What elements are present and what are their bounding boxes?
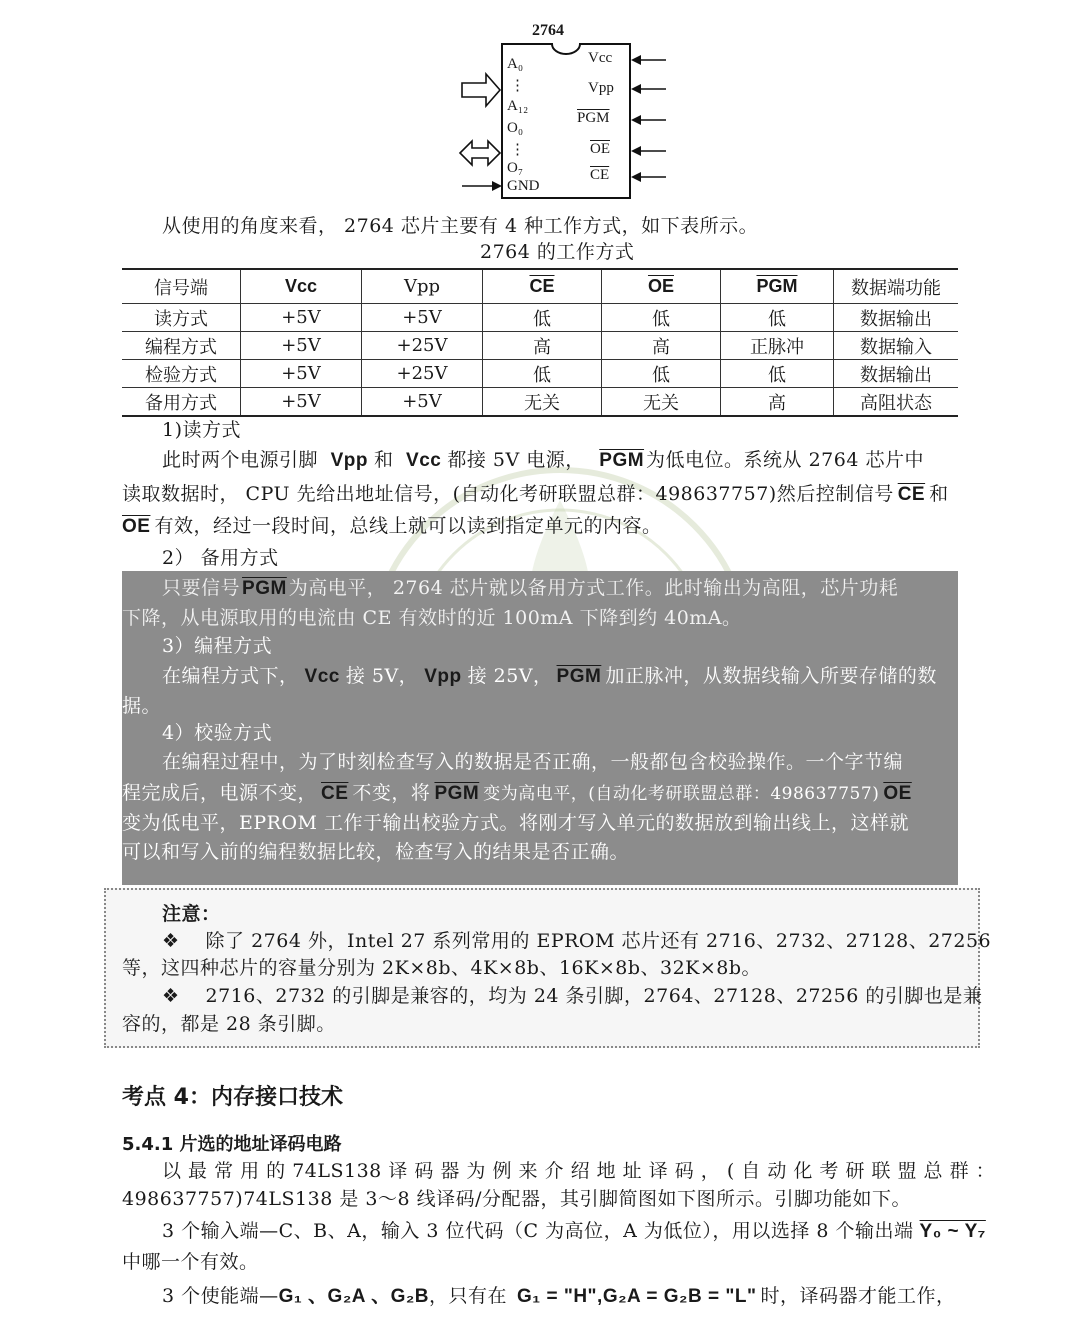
- heading-541: 5.4.1 片选的地址译码电路: [122, 1134, 342, 1155]
- table-header-cell: Vcc: [241, 269, 362, 304]
- table-header-cell: $\overline{PGM}$: [721, 269, 834, 304]
- body541-line-2: 498637757)74LS138 是 3～8 线译码/分配器，其引脚简图如下图所示。引脚功能如下。: [122, 1188, 911, 1210]
- text-run: 此时两个电源引脚: [162, 449, 319, 471]
- vpp-symbol: Vpp: [424, 666, 462, 687]
- note-bullet-1-line-1: [162, 927, 991, 955]
- pin-a12: A₁₂: [507, 98, 529, 114]
- text-run: 程完成后，电源不变，: [122, 782, 318, 804]
- table-cell: 无关: [602, 388, 721, 417]
- table-header-cell: $\overline{CE}$: [483, 269, 602, 304]
- table-cell: 检验方式: [122, 360, 241, 388]
- pin-o7: O₇: [507, 160, 524, 176]
- table-cell: 编程方式: [122, 332, 241, 360]
- table-cell: 高: [721, 388, 834, 417]
- pin-pgm: $\overline{PGM}$: [577, 110, 610, 126]
- text-run: 都接 5V 电源，: [447, 449, 585, 471]
- pin-o0: O₀: [507, 120, 524, 136]
- text-run: 变为高电平，(自动化考研联盟总群：498637757): [483, 784, 880, 804]
- body541-line-1: 以 最 常 用 的 74LS138 译 码 器 为 例 来 介 绍 地 址 译 码 ， ( 自 动 化 考 研 联 盟 总 群 ：: [162, 1160, 996, 1182]
- table-cell: 高: [483, 332, 602, 360]
- section-3-title: 3）编程方式: [162, 635, 273, 657]
- chip-diagram-graphic: [440, 20, 690, 205]
- bullet-icon: ❖: [162, 985, 180, 1007]
- enable-pins-symbol: G₁ 、G₂A 、G₂B: [278, 1286, 430, 1307]
- intro-line: 从使用的角度来看， 2764 芯片主要有 4 种工作方式，如下表所示。: [162, 215, 759, 237]
- ce-symbol: $\overline{CE}$: [321, 783, 349, 804]
- section-3-line-1: [162, 662, 937, 691]
- table-row: [122, 304, 958, 332]
- section-2-line-2: 下降，从电源取用的电流由 CE 有效时的近 100mA 下降到约 40mA。: [122, 607, 742, 629]
- section-2-title: 2） 备用方式: [162, 547, 279, 569]
- table-cell: 数据输出: [834, 360, 959, 388]
- work-mode-table: [122, 268, 958, 417]
- table-cell: +5V: [362, 388, 483, 417]
- section-4-line-3: 变为低电平，EPROM 工作于输出校验方式。将刚才写入单元的数据放到输出线上，这样就: [122, 812, 910, 834]
- chip-name: 2764: [532, 22, 564, 39]
- text-run: 加正脉冲，从数据线输入所要存储的数: [605, 665, 937, 687]
- vpp-symbol: Vpp: [330, 450, 368, 471]
- body541-line-3: [162, 1217, 986, 1246]
- pin-gnd: GND: [507, 178, 540, 194]
- table-cell: 无关: [483, 388, 602, 417]
- bullet-icon: ❖: [162, 930, 180, 952]
- note-bullet-1-line-2: 等，这四种芯片的容量分别为 2K×8b、4K×8b、16K×8b、32K×8b。: [122, 957, 762, 979]
- table-cell: +5V: [241, 332, 362, 360]
- note-title: 注意：: [162, 903, 221, 925]
- pgm-symbol: $\overline{PGM}$: [556, 666, 602, 687]
- oe-symbol: $\overline{OE}$: [883, 783, 912, 804]
- table-header-row: [122, 269, 958, 304]
- text-run: 时，译码器才能工作，: [760, 1285, 956, 1307]
- table-cell: +25V: [362, 332, 483, 360]
- table-cell: 正脉冲: [721, 332, 834, 360]
- text-run: 有效，经过一段时间，总线上就可以读到指定单元的内容。: [154, 515, 662, 537]
- pgm-symbol: $\overline{PGM}$: [242, 578, 287, 599]
- body541-line-4: 中哪一个有效。: [122, 1251, 259, 1273]
- pin-a0: A₀: [507, 56, 524, 72]
- vcc-symbol: Vcc: [304, 666, 340, 687]
- table-header-cell: 信号端: [122, 269, 241, 304]
- table-row: [122, 388, 958, 417]
- table-cell: +5V: [241, 388, 362, 417]
- section-1-line-3: [122, 512, 661, 541]
- section-4-line-4: 可以和写入前的编程数据比较，检查写入的结果是否正确。: [122, 841, 630, 863]
- table-cell: 读方式: [122, 304, 241, 332]
- text-run: 接 5V，: [345, 665, 419, 687]
- table-cell: +25V: [362, 360, 483, 388]
- text-run: ，只有在: [429, 1285, 508, 1307]
- table-cell: 低: [602, 360, 721, 388]
- pin-vcc: Vcc: [588, 50, 613, 66]
- vcc-symbol: Vcc: [406, 450, 442, 471]
- table-cell: 高: [602, 332, 721, 360]
- table-cell: 数据输出: [834, 304, 959, 332]
- section-3-line-2: 据。: [122, 695, 162, 717]
- text-run: 接 25V，: [467, 665, 553, 687]
- table-caption: 2764 的工作方式: [480, 241, 635, 263]
- text-run: 2716、2732 的引脚是兼容的，均为 24 条引脚，2764、27128、27256 的引脚也是兼: [205, 985, 983, 1007]
- body541-line-5: [162, 1282, 955, 1311]
- text-run: 只要信号: [162, 577, 241, 599]
- text-run: 为高电平， 2764 芯片就以备用方式工作。此时输出为高阻，芯片功耗: [288, 577, 899, 599]
- pgm-symbol: $\overline{PGM}$: [599, 450, 645, 471]
- table-header-cell: Vpp: [362, 269, 483, 304]
- table-cell: 低: [483, 360, 602, 388]
- table-cell: 备用方式: [122, 388, 241, 417]
- text-run: 在编程方式下，: [162, 665, 299, 687]
- table-row: [122, 360, 958, 388]
- table-header-cell: $\overline{OE}$: [602, 269, 721, 304]
- text-run: 除了 2764 外，Intel 27 系列常用的 EPROM 芯片还有 2716、2732、27128、27256: [205, 930, 992, 952]
- section-4-line-1: 在编程过程中，为了时刻检查写入的数据是否正确，一般都包含校验操作。一个字节编: [162, 751, 904, 773]
- enable-condition-symbol: G₁ = "H",G₂A = G₂B = "L": [517, 1286, 757, 1307]
- pgm-symbol: $\overline{PGM}$: [434, 783, 480, 804]
- table-header-cell: 数据端功能: [834, 269, 959, 304]
- table-cell: 数据输入: [834, 332, 959, 360]
- pin-dots-1: ⋮: [510, 78, 525, 94]
- section-1-line-2: [122, 480, 949, 509]
- text-run: 不变，将: [352, 782, 431, 804]
- table-row: [122, 332, 958, 360]
- text-run: 读取数据时， CPU 先给出地址信号，(自动化考研联盟总群：498637757)然后控制信号: [122, 483, 894, 505]
- ce-symbol: $\overline{CE}$: [897, 484, 926, 505]
- section-4-line-2: [122, 779, 912, 808]
- text-run: 3 个输入端—C、B、A，输入 3 位代码（C 为高位，A 为低位），用以选择 8 个输出端: [162, 1220, 914, 1242]
- text-run: 和: [373, 449, 394, 471]
- text-run: 和: [929, 483, 949, 505]
- table-cell: 低: [483, 304, 602, 332]
- text-run: 3 个使能端—: [162, 1285, 279, 1307]
- pin-ce: $\overline{CE}$: [590, 167, 610, 183]
- y-outputs-symbol: Y₀ ~ Y₇: [919, 1221, 986, 1242]
- heading-kp4: 考点 4：内存接口技术: [122, 1085, 343, 1110]
- section-1-title: 1)读方式: [162, 419, 242, 441]
- note-bullet-2-line-2: 容的，都是 28 条引脚。: [122, 1013, 336, 1035]
- oe-symbol: $\overline{OE}$: [122, 516, 151, 537]
- table-cell: 低: [721, 360, 834, 388]
- table-cell: +5V: [241, 304, 362, 332]
- chip-diagram: [440, 20, 690, 205]
- table-cell: 低: [602, 304, 721, 332]
- table-cell: 低: [721, 304, 834, 332]
- table-cell: +5V: [241, 360, 362, 388]
- section-4-title: 4）校验方式: [162, 722, 273, 744]
- pin-oe: $\overline{OE}$: [590, 141, 610, 157]
- section-1-line-1: [162, 446, 924, 475]
- note-bullet-2-line-1: [162, 982, 982, 1010]
- pin-dots-2: ⋮: [510, 142, 525, 158]
- section-2-line-1: [162, 574, 898, 603]
- pin-vpp: Vpp: [588, 80, 614, 96]
- text-run: 为低电位。系统从 2764 芯片中: [646, 449, 924, 471]
- table-cell: 高阻状态: [834, 388, 959, 417]
- table-cell: +5V: [362, 304, 483, 332]
